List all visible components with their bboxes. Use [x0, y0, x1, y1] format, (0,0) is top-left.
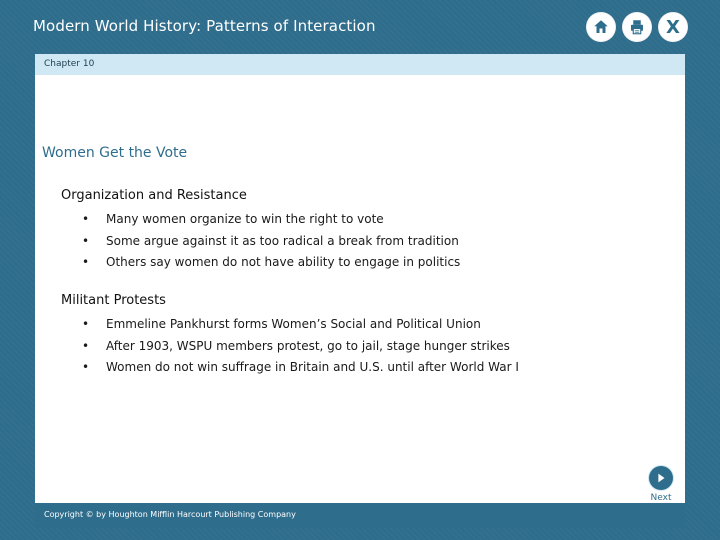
- slide-content: [35, 75, 685, 503]
- bullet-dot: •: [82, 360, 90, 374]
- section-organization: [61, 188, 671, 274]
- bullet-item: [82, 314, 671, 336]
- bullet-item: [82, 252, 671, 274]
- chapter-label: Chapter 10: [44, 59, 95, 69]
- slide-title: Women Get the Vote: [42, 145, 188, 161]
- chapter-bar: [35, 54, 685, 75]
- next-button[interactable]: [643, 466, 679, 503]
- bullet-dot: •: [82, 233, 90, 248]
- bullet-text: Emmeline Pankhurst forms Women’s Social and Political Union: [106, 317, 481, 331]
- close-icon[interactable]: [658, 12, 688, 42]
- bullet-item: [82, 357, 671, 379]
- home-icon[interactable]: [586, 12, 616, 42]
- print-icon[interactable]: [622, 12, 652, 42]
- bullet-text: Some argue against it as too radical a break from tradition: [106, 233, 459, 248]
- bullet-text: Others say women do not have ability to engage in politics: [106, 255, 461, 269]
- section-militant-protests: [61, 293, 671, 379]
- bullet-list: [61, 314, 671, 379]
- next-label[interactable]: Next: [650, 493, 672, 503]
- bullet-item: [82, 336, 671, 358]
- bullet-text: Many women organize to win the right to vote: [106, 212, 384, 226]
- bullet-dot: •: [82, 338, 90, 353]
- bullet-dot: •: [82, 212, 90, 226]
- close-glyph: X: [666, 16, 680, 38]
- bullet-text: Women do not win suffrage in Britain and U.S. until after World War I: [106, 360, 519, 374]
- footer-bar: [35, 503, 685, 528]
- bullet-dot: •: [82, 255, 90, 269]
- top-nav-icons: [586, 12, 688, 42]
- bullet-text: After 1903, WSPU members protest, go to jail, stage hunger strikes: [106, 338, 510, 353]
- bullet-item: [82, 209, 671, 231]
- next-arrow-icon[interactable]: [649, 466, 673, 490]
- app-title: Modern World History: Patterns of Interaction: [33, 17, 376, 35]
- bullet-list: [61, 209, 671, 274]
- copyright-text: Copyright © by Houghton Mifflin Harcourt Publishing Company: [44, 510, 296, 519]
- section-heading: Militant Protests: [61, 293, 166, 308]
- bullet-dot: •: [82, 317, 90, 331]
- bullet-item: [82, 231, 671, 253]
- section-heading: Organization and Resistance: [61, 188, 247, 203]
